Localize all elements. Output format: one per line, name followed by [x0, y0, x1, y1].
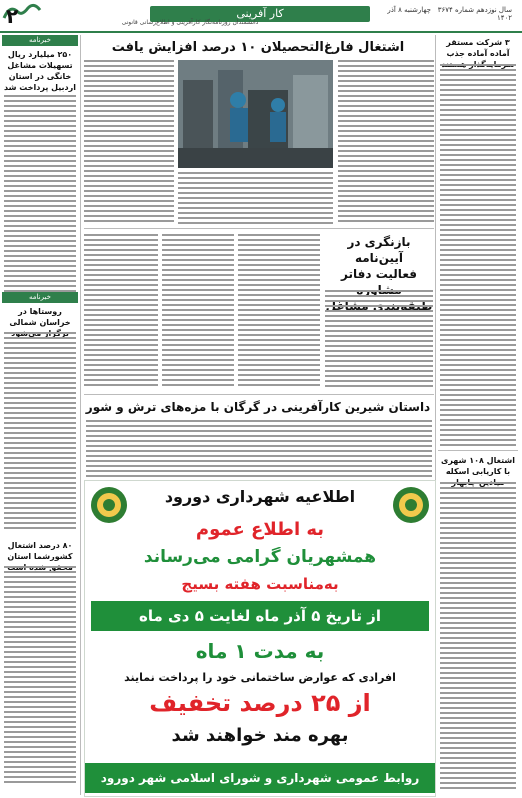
municipality-ad: [84, 480, 436, 797]
ad-footer: روابط عمومی شهرداری و شورای اسلامی شهر دورود: [85, 763, 435, 793]
main-story-divider: [84, 228, 434, 229]
right-story1-title: ۳ شرکت مستقر آماده آماده جذب: [446, 38, 510, 58]
ad-line-2: همشهریان گرامی می‌رساند: [143, 547, 377, 567]
section-brand: کار آفرینی: [150, 6, 370, 22]
middle-story-title-1: بازنگری در آیین‌نامه: [347, 235, 411, 265]
ad-line-4: از تاریخ ۵ آذر ماه لغایت ۵ دی ماه: [91, 601, 429, 631]
mid-banner-title: داستان شیرین کارآفرینی در گرگان با مزه‌های ترش و شور: [85, 400, 431, 414]
header-rule: [0, 31, 522, 33]
right-story2-title: اشتغال ۱۰۸ شهری با کاریابی اسکله: [440, 456, 516, 476]
middle-story-divider: [84, 394, 434, 395]
ad-line-1: به اطلاع عموم: [195, 519, 325, 540]
left-story1-text: [4, 95, 76, 300]
left-column-head-2: خبرنامه: [2, 292, 78, 303]
right-story2-text: [440, 482, 516, 792]
main-story-col3: [84, 60, 174, 225]
page-header: [0, 0, 522, 32]
mid-banner-text: [86, 420, 432, 480]
ad-line-5: به مدت ۱ ماه: [195, 639, 325, 663]
left-story1-title: ۲۵۰ میلیارد ریال تسهیلات مشاغل خانگی در استان اردبیل پرداخت شد: [4, 50, 76, 92]
left-story3-text: [4, 566, 76, 786]
middle-story-col2: [238, 234, 320, 389]
ad-line-6: افرادی که عوارض ساختمانی خود را پرداخت نمایند: [124, 671, 396, 684]
left-divider: [80, 35, 81, 795]
issue-number: سال نوزدهم شماره ۳۶۷۴: [437, 6, 512, 14]
middle-story-col1: [325, 290, 433, 390]
left-story2-title: روستاها در خراسان شمالی: [9, 307, 71, 327]
issue-date: چهارشنبه ۸ آذر ۱۴۰۲: [387, 6, 512, 22]
main-story-col2: [178, 172, 333, 227]
main-story-col1: [338, 60, 434, 225]
main-story-title: اشتغال فارغ‌التحصیلان ۱۰ درصد افزایش یافت: [111, 40, 405, 55]
ad-line-7: از ۲۵ درصد تخفیف: [149, 689, 371, 717]
middle-story-col4: [84, 234, 158, 389]
middle-story-title-2: فعالیت دفاتر: [341, 267, 417, 281]
ad-line-8: بهره مند خواهند شد: [171, 725, 349, 746]
page-number: ۲: [6, 4, 19, 28]
left-story3-title: ۸۰ درصد اشتغال کشورشما استان: [7, 541, 73, 561]
factory-photo: [178, 60, 333, 168]
header-subtitle: دانشمندان روزنامه‌نگار کارآفرینی و اطلاع‌رسانی قانونی: [121, 19, 259, 26]
workers-photo-icon: [178, 60, 333, 168]
right-story1-text: [440, 64, 516, 449]
ad-line-3: به‌مناسبت هفته بسیج: [181, 575, 339, 593]
left-story2-text: [4, 332, 76, 532]
middle-story-col3: [162, 234, 234, 389]
right-divider-h: [438, 450, 518, 451]
ad-title: اطلاعیه شهرداری دورود: [164, 487, 356, 506]
left-column-head: خبرنامه: [2, 35, 78, 46]
issue-info: [372, 6, 512, 22]
